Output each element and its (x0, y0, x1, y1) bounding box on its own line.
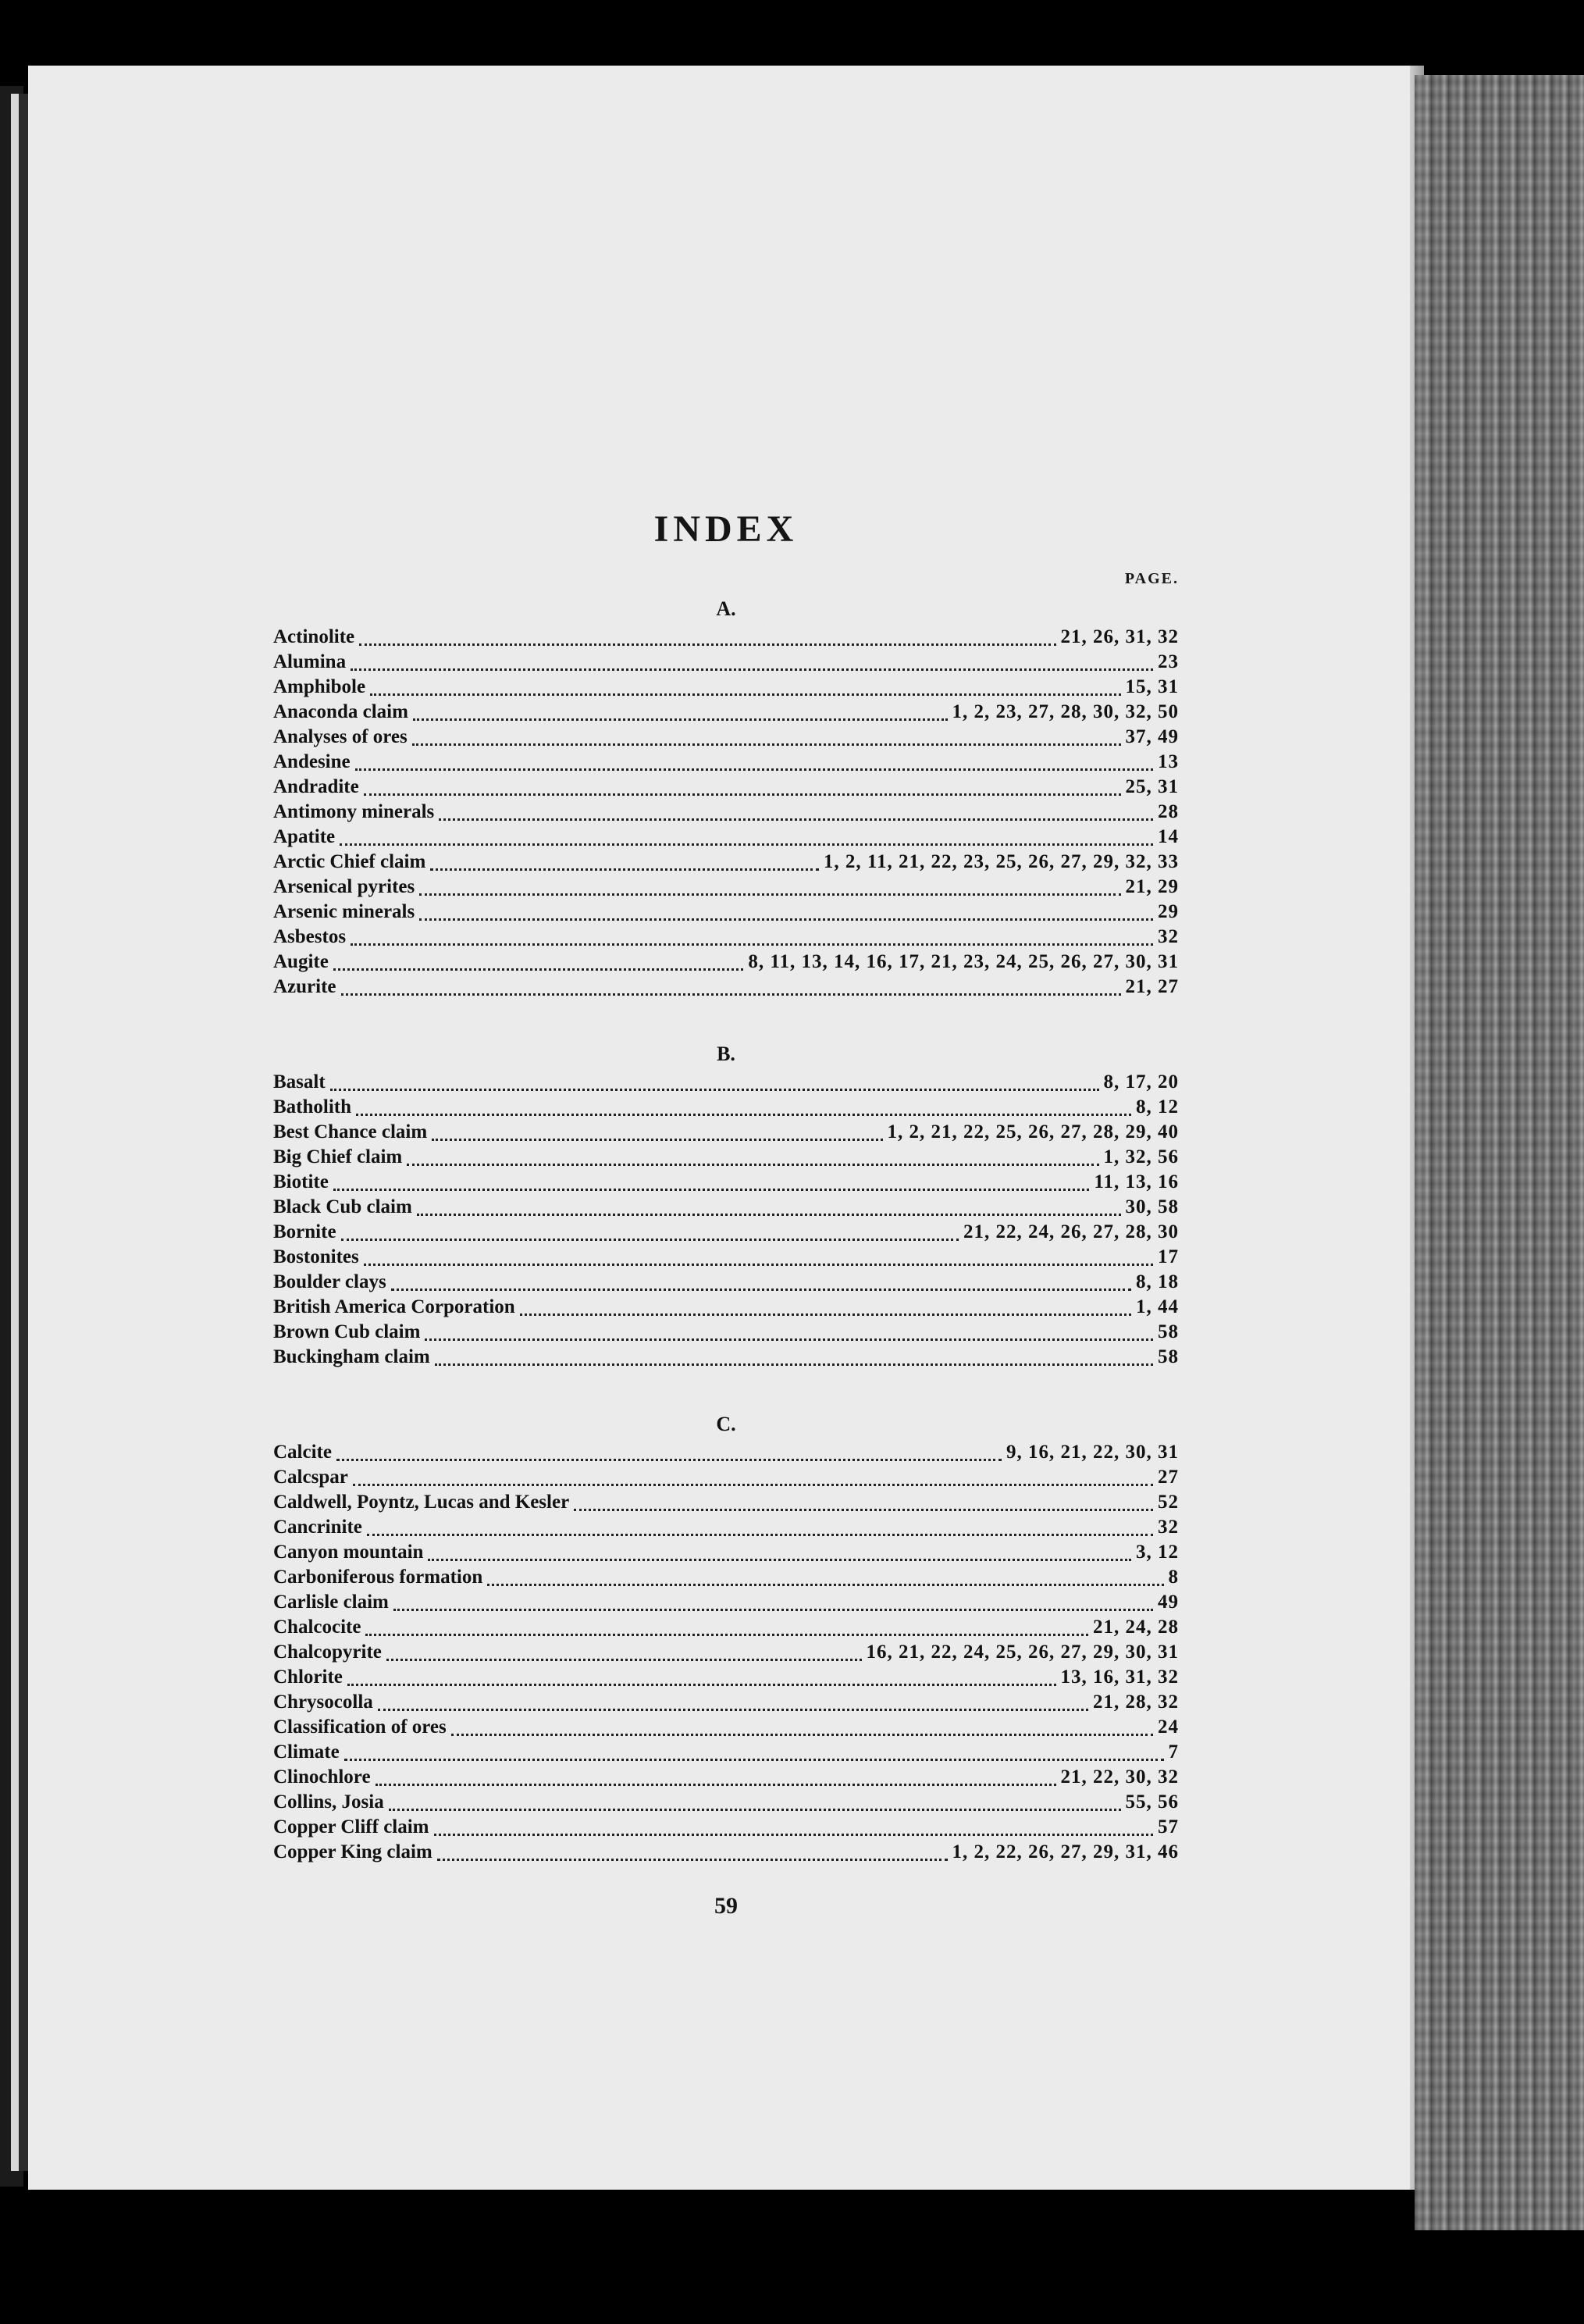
entry-pages: 1, 32, 56 (1103, 1146, 1179, 1167)
entry-pages: 37, 49 (1125, 726, 1179, 747)
entry-pages: 13, 16, 31, 32 (1060, 1666, 1179, 1688)
entry-term: Carlisle claim (273, 1592, 389, 1613)
index-entry (273, 750, 1179, 775)
index-entry (273, 1565, 1179, 1590)
dot-leader (367, 1520, 1153, 1536)
dot-leader (365, 1620, 1088, 1636)
index-entry (273, 700, 1179, 725)
entry-pages: 3, 12 (1136, 1542, 1179, 1563)
dot-leader (451, 1720, 1153, 1736)
index-entry (273, 1740, 1179, 1765)
entry-term: Black Cub claim (273, 1196, 412, 1217)
entry-term: Arsenic minerals (273, 901, 415, 922)
entry-term: Carboniferous formation (273, 1567, 483, 1588)
previous-page-edge (11, 94, 19, 2171)
dot-leader (344, 1745, 1164, 1761)
dot-leader (391, 1274, 1131, 1291)
index-entry (273, 1690, 1179, 1715)
dot-leader (364, 1249, 1153, 1266)
index-entry (273, 975, 1179, 1000)
entry-term: Classification of ores (273, 1716, 447, 1738)
entry-term: Anaconda claim (273, 701, 408, 722)
dot-leader (359, 629, 1055, 646)
dot-leader (336, 1445, 1002, 1461)
entry-term: British America Corporation (273, 1296, 515, 1317)
entry-term: Alumina (273, 651, 347, 672)
dot-leader (386, 1645, 862, 1661)
index-entry (273, 725, 1179, 750)
page-stack-texture (1415, 75, 1584, 2230)
entry-term: Calcite (273, 1442, 332, 1463)
section-letter: A. (716, 597, 736, 620)
entry-term: Batholith (273, 1096, 352, 1117)
entry-term: Cancrinite (273, 1517, 362, 1538)
entry-term: Andesine (273, 751, 351, 772)
index-entry (273, 1490, 1179, 1515)
dot-leader (355, 754, 1153, 771)
entry-term: Arctic Chief claim (273, 851, 426, 872)
index-entry (273, 1640, 1179, 1665)
entry-term: Basalt (273, 1071, 326, 1092)
entry-pages: 30, 58 (1125, 1196, 1179, 1217)
dot-leader (520, 1299, 1131, 1316)
entry-term: Big Chief claim (273, 1146, 403, 1167)
index-entry (273, 900, 1179, 925)
entry-term: Calcspar (273, 1467, 348, 1488)
entry-term: Antimony minerals (273, 801, 435, 822)
index-entry (273, 1170, 1179, 1195)
index-entry (273, 1665, 1179, 1690)
entry-term: Climate (273, 1741, 340, 1763)
dot-leader (333, 1174, 1090, 1191)
entry-term: Buckingham claim (273, 1346, 430, 1367)
binding-shadow (19, 94, 28, 2171)
section-letter: C. (716, 1413, 736, 1435)
entry-pages: 14 (1158, 826, 1179, 847)
dot-leader (353, 1470, 1153, 1486)
entry-term: Andradite (273, 776, 359, 797)
entry-pages: 16, 21, 22, 24, 25, 26, 27, 29, 30, 31 (866, 1641, 1179, 1663)
index-entry (273, 950, 1179, 975)
index-entry (273, 1765, 1179, 1790)
index-entry (273, 1515, 1179, 1540)
entry-pages: 27 (1158, 1467, 1179, 1488)
dot-leader (370, 679, 1120, 696)
entry-pages: 58 (1158, 1346, 1179, 1367)
dot-leader (430, 854, 819, 871)
dot-leader (437, 1845, 948, 1861)
entry-term: Arsenical pyrites (273, 876, 415, 897)
page-number: 59 (714, 1893, 738, 1919)
entry-term: Canyon mountain (273, 1542, 424, 1563)
entry-pages: 21, 22, 24, 26, 27, 28, 30 (963, 1221, 1179, 1242)
dot-leader (417, 1199, 1121, 1216)
page-title: INDEX (653, 508, 799, 550)
entry-list (273, 1440, 1179, 1865)
dot-leader (351, 654, 1153, 671)
entry-list (273, 1070, 1179, 1370)
dot-leader (364, 779, 1121, 796)
entry-pages: 24 (1158, 1716, 1179, 1738)
entry-pages: 8 (1168, 1567, 1179, 1588)
entry-term: Clinochlore (273, 1766, 371, 1788)
entry-term: Actinolite (273, 626, 355, 647)
entry-term: Asbestos (273, 926, 347, 947)
index-entry (273, 625, 1179, 650)
dot-leader (333, 954, 744, 971)
dot-leader (351, 929, 1153, 946)
entry-pages: 1, 44 (1136, 1296, 1179, 1317)
dot-leader (428, 1545, 1131, 1561)
entry-term: Chrysocolla (273, 1691, 373, 1713)
dot-leader (434, 1820, 1153, 1836)
entry-term: Boulder clays (273, 1271, 386, 1292)
entry-term: Caldwell, Poyntz, Lucas and Kesler (273, 1492, 570, 1513)
entry-term: Copper Cliff claim (273, 1816, 429, 1837)
index-entry (273, 1195, 1179, 1220)
entry-term: Chlorite (273, 1666, 343, 1688)
dot-leader (356, 1100, 1131, 1116)
entry-pages: 17 (1158, 1246, 1179, 1267)
index-entry (273, 1715, 1179, 1740)
entry-pages: 21, 26, 31, 32 (1060, 626, 1179, 647)
entry-pages: 21, 29 (1125, 876, 1179, 897)
entry-pages: 21, 27 (1125, 976, 1179, 997)
entry-pages: 21, 24, 28 (1093, 1616, 1179, 1638)
entry-term: Bostonites (273, 1246, 359, 1267)
dot-leader (413, 704, 948, 721)
index-entry (273, 1465, 1179, 1490)
dot-leader (389, 1795, 1121, 1811)
index-entry (273, 1790, 1179, 1815)
entry-pages: 8, 18 (1136, 1271, 1179, 1292)
dot-leader (376, 1770, 1056, 1786)
entry-pages: 55, 56 (1125, 1791, 1179, 1813)
entry-term: Copper King claim (273, 1841, 432, 1862)
index-entry (273, 1440, 1179, 1465)
entry-pages: 7 (1168, 1741, 1179, 1763)
dot-leader (341, 1224, 959, 1241)
entry-pages: 11, 13, 16 (1094, 1171, 1179, 1192)
entry-pages: 1, 2, 11, 21, 22, 23, 25, 26, 27, 29, 32, 33 (823, 851, 1179, 872)
index-section-b (273, 1039, 1179, 1370)
entry-term: Azurite (273, 976, 336, 997)
dot-leader (393, 1595, 1153, 1611)
dot-leader (435, 1349, 1153, 1366)
entry-pages: 13 (1158, 751, 1179, 772)
entry-term: Chalcocite (273, 1616, 361, 1638)
index-entry (273, 775, 1179, 800)
entry-pages: 8, 11, 13, 14, 16, 17, 21, 23, 24, 25, 26, 27, 30, 31 (748, 951, 1179, 972)
entry-pages: 21, 28, 32 (1093, 1691, 1179, 1713)
entry-term: Brown Cub claim (273, 1321, 421, 1342)
index-entry (273, 1070, 1179, 1095)
entry-pages: 32 (1158, 1517, 1179, 1538)
dot-leader (439, 804, 1153, 821)
index-entry (273, 1590, 1179, 1615)
entry-term: Amphibole (273, 676, 366, 697)
index-section-a (273, 593, 1179, 1000)
entry-term: Augite (273, 951, 329, 972)
entry-term: Biotite (273, 1171, 329, 1192)
dot-leader (419, 879, 1120, 896)
dot-leader (347, 1670, 1056, 1686)
dot-leader (407, 1150, 1098, 1166)
dot-leader (412, 729, 1121, 746)
dot-leader (419, 904, 1153, 921)
index-entry (273, 1095, 1179, 1120)
index-entry (273, 1615, 1179, 1640)
index-entry (273, 1145, 1179, 1170)
index-entry (273, 1540, 1179, 1565)
index-entry (273, 1220, 1179, 1245)
entry-pages: 15, 31 (1125, 676, 1179, 697)
entry-pages: 9, 16, 21, 22, 30, 31 (1006, 1442, 1179, 1463)
entry-pages: 32 (1158, 926, 1179, 947)
entry-term: Best Chance claim (273, 1121, 428, 1142)
dot-leader (330, 1075, 1099, 1091)
entry-pages: 28 (1158, 801, 1179, 822)
index-entry (273, 1245, 1179, 1270)
dot-leader (487, 1570, 1163, 1586)
dot-leader (574, 1495, 1153, 1511)
entry-pages: 1, 2, 23, 27, 28, 30, 32, 50 (952, 701, 1179, 722)
dot-leader (432, 1125, 882, 1141)
entry-pages: 29 (1158, 901, 1179, 922)
index-entry (273, 925, 1179, 950)
index-entry (273, 650, 1179, 675)
entry-pages: 21, 22, 30, 32 (1060, 1766, 1179, 1788)
entry-pages: 57 (1158, 1816, 1179, 1837)
entry-pages: 49 (1158, 1592, 1179, 1613)
index-entry (273, 875, 1179, 900)
index-entry (273, 1815, 1179, 1840)
index-entry (273, 800, 1179, 825)
index-entry (273, 825, 1179, 850)
index-entry (273, 675, 1179, 700)
entry-term: Apatite (273, 826, 336, 847)
page-column-label: PAGE. (1124, 570, 1179, 587)
dot-leader (378, 1695, 1088, 1711)
index-entry (273, 1345, 1179, 1370)
entry-pages: 8, 12 (1136, 1096, 1179, 1117)
entry-pages: 1, 2, 22, 26, 27, 29, 31, 46 (952, 1841, 1179, 1862)
entry-pages: 23 (1158, 651, 1179, 672)
index-entry (273, 1120, 1179, 1145)
entry-pages: 8, 17, 20 (1103, 1071, 1179, 1092)
index-entry (273, 1320, 1179, 1345)
index-entry (273, 1295, 1179, 1320)
entry-term: Bornite (273, 1221, 336, 1242)
entry-pages: 58 (1158, 1321, 1179, 1342)
entry-pages: 1, 2, 21, 22, 25, 26, 27, 28, 29, 40 (887, 1121, 1179, 1142)
index-entry (273, 1270, 1179, 1295)
entry-list (273, 625, 1179, 1000)
entry-pages: 25, 31 (1125, 776, 1179, 797)
index-entry (273, 850, 1179, 875)
section-letter: B. (717, 1043, 735, 1065)
entry-pages: 52 (1158, 1492, 1179, 1513)
entry-term: Collins, Josia (273, 1791, 384, 1813)
entry-term: Chalcopyrite (273, 1641, 382, 1663)
dot-leader (425, 1324, 1153, 1341)
index-entry (273, 1840, 1179, 1865)
entry-term: Analyses of ores (273, 726, 408, 747)
dot-leader (340, 829, 1153, 846)
dot-leader (341, 979, 1121, 996)
index-section-c (273, 1409, 1179, 1865)
